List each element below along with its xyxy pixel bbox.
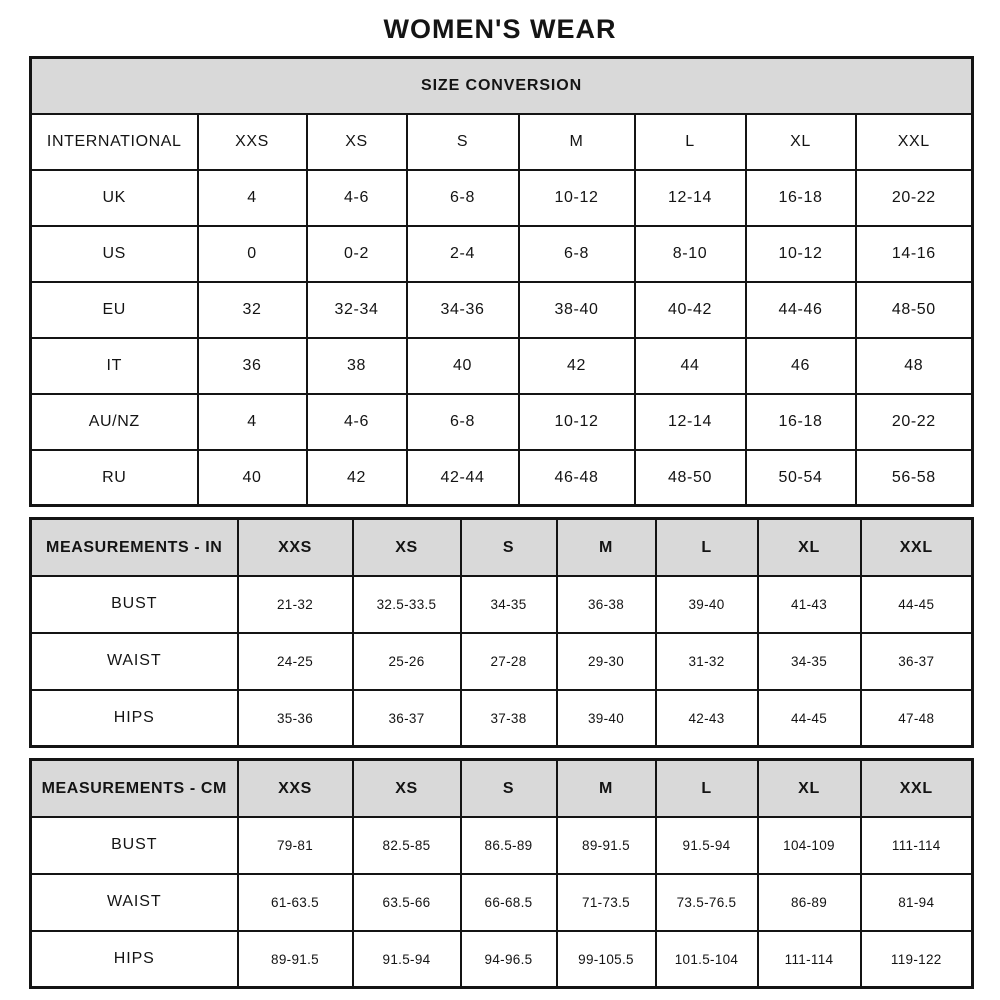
row-label: US <box>31 226 198 282</box>
row-label: WAIST <box>31 633 238 690</box>
table-row <box>31 874 973 931</box>
table-row <box>31 817 973 874</box>
row-label: BUST <box>31 576 238 633</box>
table-cell: 50-54 <box>746 450 856 506</box>
measurements-in-table <box>29 517 974 748</box>
table-cell: 34-35 <box>758 633 861 690</box>
table-cell: 4-6 <box>307 394 407 450</box>
measurements-cm-table <box>29 758 974 989</box>
table-cell: 81-94 <box>861 874 973 931</box>
table-cell: 35-36 <box>238 690 353 747</box>
table-cell: 44 <box>635 338 746 394</box>
row-label: HIPS <box>31 931 238 988</box>
table-cell: 79-81 <box>238 817 353 874</box>
table-cell: 42 <box>519 338 635 394</box>
table-row <box>31 282 973 338</box>
table-cell: 10-12 <box>519 170 635 226</box>
column-header: XL <box>758 519 861 576</box>
table-cell: 42 <box>307 450 407 506</box>
column-header: S <box>461 760 557 817</box>
column-header: XS <box>353 519 461 576</box>
table-cell: 89-91.5 <box>238 931 353 988</box>
table-title: MEASUREMENTS - IN <box>31 519 238 576</box>
table-cell: 8-10 <box>635 226 746 282</box>
table-cell: 32 <box>198 282 307 338</box>
table-cell: 86-89 <box>758 874 861 931</box>
table-cell: 4 <box>198 170 307 226</box>
column-header: XL <box>746 114 856 170</box>
table-cell: 73.5-76.5 <box>656 874 758 931</box>
table-cell: 48 <box>856 338 973 394</box>
table-cell: 6-8 <box>519 226 635 282</box>
table-cell: 94-96.5 <box>461 931 557 988</box>
page-title: WOMEN'S WEAR <box>383 14 617 44</box>
table-cell: 36 <box>198 338 307 394</box>
row-label: BUST <box>31 817 238 874</box>
table-cell: 40 <box>407 338 519 394</box>
table-row <box>31 633 973 690</box>
column-header: XXL <box>861 760 973 817</box>
table-cell: 14-16 <box>856 226 973 282</box>
column-header: XL <box>758 760 861 817</box>
table-cell: 66-68.5 <box>461 874 557 931</box>
table-cell: 36-37 <box>861 633 973 690</box>
table-row <box>31 931 973 988</box>
table-row <box>31 690 973 747</box>
table-cell: 10-12 <box>746 226 856 282</box>
table-cell: 111-114 <box>861 817 973 874</box>
column-header: L <box>656 760 758 817</box>
table-cell: 89-91.5 <box>557 817 656 874</box>
column-header: M <box>557 519 656 576</box>
table-title: SIZE CONVERSION <box>31 58 973 114</box>
column-header: M <box>519 114 635 170</box>
table-cell: 91.5-94 <box>656 817 758 874</box>
table-cell: 10-12 <box>519 394 635 450</box>
table-cell: 20-22 <box>856 170 973 226</box>
column-header: XXS <box>198 114 307 170</box>
table-cell: 99-105.5 <box>557 931 656 988</box>
column-header: S <box>461 519 557 576</box>
table-cell: 82.5-85 <box>353 817 461 874</box>
table-title: MEASUREMENTS - CM <box>31 760 238 817</box>
table-cell: 12-14 <box>635 170 746 226</box>
size-conversion-table <box>29 56 974 507</box>
table-cell: 101.5-104 <box>656 931 758 988</box>
table-cell: 34-35 <box>461 576 557 633</box>
table-cell: 111-114 <box>758 931 861 988</box>
table-cell: 16-18 <box>746 170 856 226</box>
table-cell: 71-73.5 <box>557 874 656 931</box>
table-cell: 4 <box>198 394 307 450</box>
column-header: L <box>635 114 746 170</box>
table-cell: 40 <box>198 450 307 506</box>
table-cell: 104-109 <box>758 817 861 874</box>
table-cell: 61-63.5 <box>238 874 353 931</box>
table-row <box>31 450 973 506</box>
table-row <box>31 394 973 450</box>
column-header: M <box>557 760 656 817</box>
row-label: IT <box>31 338 198 394</box>
table-cell: 12-14 <box>635 394 746 450</box>
column-header: XXS <box>238 519 353 576</box>
table-cell: 47-48 <box>861 690 973 747</box>
table-cell: 42-44 <box>407 450 519 506</box>
table-cell: 39-40 <box>656 576 758 633</box>
table-cell: 34-36 <box>407 282 519 338</box>
column-header: XXL <box>861 519 973 576</box>
table-row <box>31 760 973 817</box>
row-label: RU <box>31 450 198 506</box>
table-cell: 42-43 <box>656 690 758 747</box>
table-cell: 0-2 <box>307 226 407 282</box>
table-cell: 63.5-66 <box>353 874 461 931</box>
table-cell: 36-38 <box>557 576 656 633</box>
table-row <box>31 576 973 633</box>
column-header: S <box>407 114 519 170</box>
table-cell: 0 <box>198 226 307 282</box>
table-cell: 38-40 <box>519 282 635 338</box>
table-cell: 46-48 <box>519 450 635 506</box>
table-row <box>31 170 973 226</box>
size-chart-page <box>29 13 971 989</box>
table-row <box>31 58 973 114</box>
table-cell: 48-50 <box>635 450 746 506</box>
table-cell: 39-40 <box>557 690 656 747</box>
table-cell: 44-45 <box>861 576 973 633</box>
table-cell: 32-34 <box>307 282 407 338</box>
column-header: L <box>656 519 758 576</box>
table-row <box>31 226 973 282</box>
table-row <box>31 114 973 170</box>
row-label: EU <box>31 282 198 338</box>
table-cell: 25-26 <box>353 633 461 690</box>
row-label: AU/NZ <box>31 394 198 450</box>
table-cell: 2-4 <box>407 226 519 282</box>
table-cell: 37-38 <box>461 690 557 747</box>
column-header: XXL <box>856 114 973 170</box>
table-cell: 56-58 <box>856 450 973 506</box>
table-cell: 24-25 <box>238 633 353 690</box>
table-cell: 86.5-89 <box>461 817 557 874</box>
row-label: HIPS <box>31 690 238 747</box>
table-cell: 36-37 <box>353 690 461 747</box>
table-cell: 44-45 <box>758 690 861 747</box>
table-cell: 4-6 <box>307 170 407 226</box>
table-cell: 91.5-94 <box>353 931 461 988</box>
column-header: XS <box>307 114 407 170</box>
table-cell: 41-43 <box>758 576 861 633</box>
table-cell: 6-8 <box>407 394 519 450</box>
table-cell: 20-22 <box>856 394 973 450</box>
table-cell: 40-42 <box>635 282 746 338</box>
table-row <box>31 519 973 576</box>
table-cell: 21-32 <box>238 576 353 633</box>
table-cell: 46 <box>746 338 856 394</box>
table-cell: 32.5-33.5 <box>353 576 461 633</box>
table-cell: 38 <box>307 338 407 394</box>
table-cell: 6-8 <box>407 170 519 226</box>
table-row <box>31 338 973 394</box>
row-label: WAIST <box>31 874 238 931</box>
column-header: XXS <box>238 760 353 817</box>
table-cell: 16-18 <box>746 394 856 450</box>
table-cell: 27-28 <box>461 633 557 690</box>
row-label: UK <box>31 170 198 226</box>
table-cell: 119-122 <box>861 931 973 988</box>
table-cell: 44-46 <box>746 282 856 338</box>
table-cell: 31-32 <box>656 633 758 690</box>
table-cell: 48-50 <box>856 282 973 338</box>
column-header: XS <box>353 760 461 817</box>
table-cell: 29-30 <box>557 633 656 690</box>
column-header: INTERNATIONAL <box>31 114 198 170</box>
